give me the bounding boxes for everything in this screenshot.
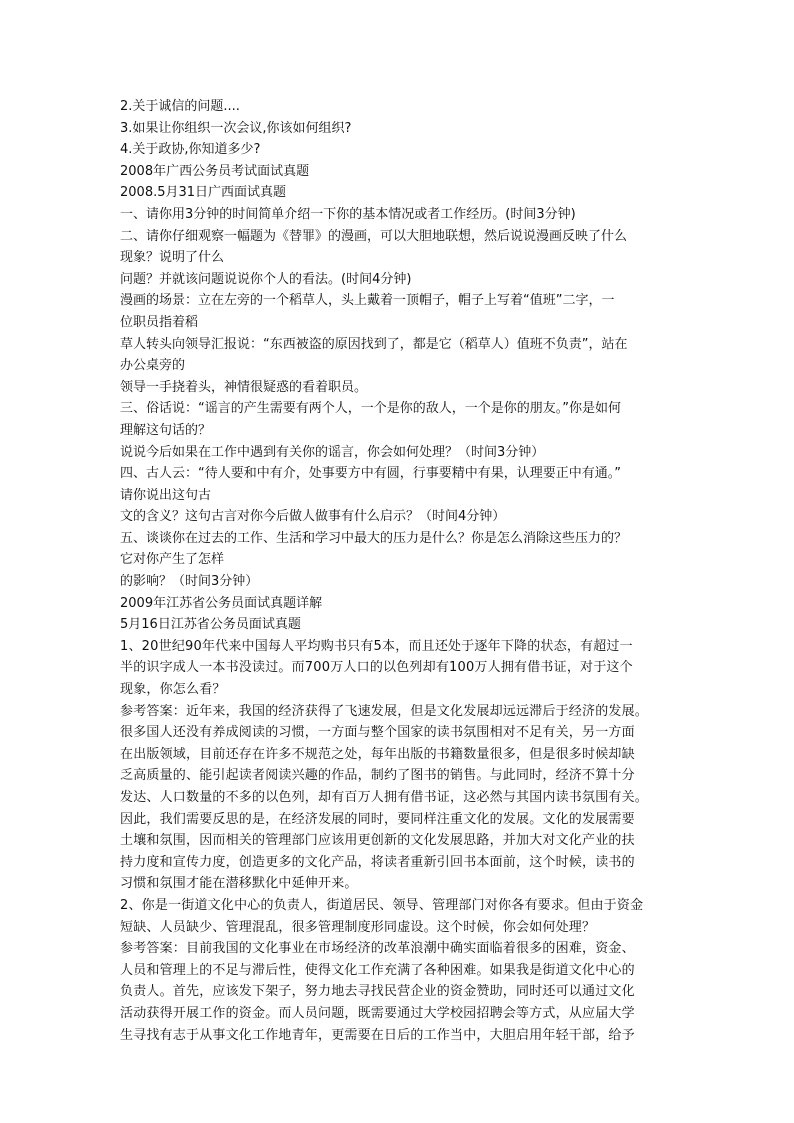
question-2: 二、请你仔细观察一幅题为《替罪》的漫画，可以大胆地联想，然后说说漫画反映了什么 bbox=[120, 228, 628, 244]
section-subtitle: 2008.5月31日广西面试真题 bbox=[120, 185, 287, 201]
answer-line: 活动获得开展工作的资金。而人员问题，既需要通过大学校园招聘会等方式，从应届大学 bbox=[120, 1005, 635, 1021]
text-line: 它对你产生了怎样 bbox=[120, 552, 225, 568]
question-5: 五、谈谈你在过去的工作、生活和学习中最大的压力是什么？你是怎么消除这些压力的？ bbox=[120, 530, 628, 546]
answer-line: 持力度和宣传力度，创造更多的文化产品，将读者重新引回书本面前，这个时候，读书的 bbox=[120, 854, 635, 870]
text-line: 漫画的场景：立在左旁的一个稻草人，头上戴着一顶帽子，帽子上写着“值班”二字，一 bbox=[120, 293, 615, 309]
text-line: 草人转头向领导汇报说：“东西被盗的原因找到了，都是它（稻草人）值班不负责”，站在 bbox=[120, 336, 628, 352]
question-2: 2、你是一街道文化中心的负责人，街道居民、领导、管理部门对你各有要求。但由于资金 bbox=[120, 897, 644, 913]
text-line: 问题？并就该问题说说你个人的看法。(时间4分钟) bbox=[120, 271, 412, 287]
answer-line: 乏高质量的、能引起读者阅读兴趣的作品，制约了图书的销售。与此同时，经济不算十分 bbox=[120, 768, 635, 784]
answer-line: 习惯和氛围才能在潜移默化中延伸开来。 bbox=[120, 876, 358, 892]
section-subtitle: 5月16日江苏省公务员面试真题 bbox=[120, 617, 301, 633]
text-line: 2.关于诚信的问题.... bbox=[120, 99, 240, 114]
document-body bbox=[120, 96, 680, 1046]
text-line: 请你说出这句古 bbox=[120, 487, 212, 503]
text-line: 文的含义？这句古言对你今后做人做事有什么启示？（时间4分钟） bbox=[120, 509, 506, 525]
answer-line: 负责人。首先，应该发下架子，努力地去寻找民营企业的资金赞助，同时还可以通过文化 bbox=[120, 984, 635, 1000]
section-title: 2008年广西公务员考试面试真题 bbox=[120, 163, 310, 179]
text-line: 短缺、人员缺少、管理混乱，很多管理制度形同虚设。这个时候，你会如何处理？ bbox=[120, 919, 596, 935]
text-line: 办公桌旁的 bbox=[120, 358, 186, 374]
text-line: 4.关于政协,你知道多少? bbox=[120, 142, 261, 158]
answer-line: 参考答案：近年来，我国的经济获得了飞速发展，但是文化发展却远远滞后于经济的发展。 bbox=[120, 703, 649, 719]
text-line: 现象？说明了什么 bbox=[120, 250, 225, 266]
answer-line: 土壤和氛围，因而相关的管理部门应该用更创新的文化发展思路，并加大对文化产业的扶 bbox=[120, 833, 635, 849]
question-1: 1、20世纪90年代来中国每人平均购书只有5本，而且还处于逐年下降的状态，有超过一 bbox=[120, 638, 633, 654]
text-line: 3.如果让你组织一次会议,你该如何组织? bbox=[120, 120, 352, 136]
answer-line: 人员和管理上的不足与滞后性，使得文化工作充满了各种困难。如果我是街道文化中心的 bbox=[120, 962, 635, 978]
text-line: 领导一手挠着头，神情很疑惑的看着职员。 bbox=[120, 379, 368, 395]
text-line: 现象，你怎么看？ bbox=[120, 682, 226, 698]
answer-line: 参考答案：目前我国的文化事业在市场经济的改革浪潮中确实面临着很多的困难，资金、 bbox=[120, 941, 635, 957]
question-1: 一、请你用3分钟的时间简单介绍一下你的基本情况或者工作经历。(时间3分钟) bbox=[120, 206, 576, 222]
answer-line: 在出版领域，目前还存在许多不规范之处，每年出版的书籍数量很多，但是很多时候却缺 bbox=[120, 746, 635, 762]
text-line: 说说今后如果在工作中遇到有关你的谣言，你会如何处理？（时间3分钟） bbox=[120, 444, 545, 460]
text-line: 理解这句话的？ bbox=[120, 422, 212, 438]
question-4: 四、古人云：“待人要和中有介，处事要方中有圆，行事要精中有果，认理要正中有通。” bbox=[120, 466, 621, 482]
text-line: 半的识字成人一本书没读过。而700万人口的以色列却有100万人拥有借书证，对于这个 bbox=[120, 660, 633, 676]
text-line: 位职员指着稻 bbox=[120, 314, 199, 330]
answer-line: 发达、人口数量的不多的以色列，却有百万人拥有借书证，这必然与其国内读书氛围有关。 bbox=[120, 790, 649, 805]
answer-line: 因此，我们需要反思的是，在经济发展的同时，要同样注重文化的发展。文化的发展需要 bbox=[120, 811, 635, 827]
question-3: 三、俗话说：“谣言的产生需要有两个人，一个是你的敌人，一个是你的朋友。”你是如何 bbox=[120, 401, 621, 417]
answer-line: 生寻找有志于从事文化工作地青年，更需要在日后的工作当中，大胆启用年轻干部，给予 bbox=[120, 1027, 635, 1043]
section-title: 2009年江苏省公务员面试真题详解 bbox=[120, 595, 323, 611]
text-line: 的影响？（时间3分钟） bbox=[120, 574, 259, 590]
answer-line: 很多国人还没有养成阅读的习惯，一方面与整个国家的读书氛围相对不足有关，另一方面 bbox=[120, 725, 635, 741]
